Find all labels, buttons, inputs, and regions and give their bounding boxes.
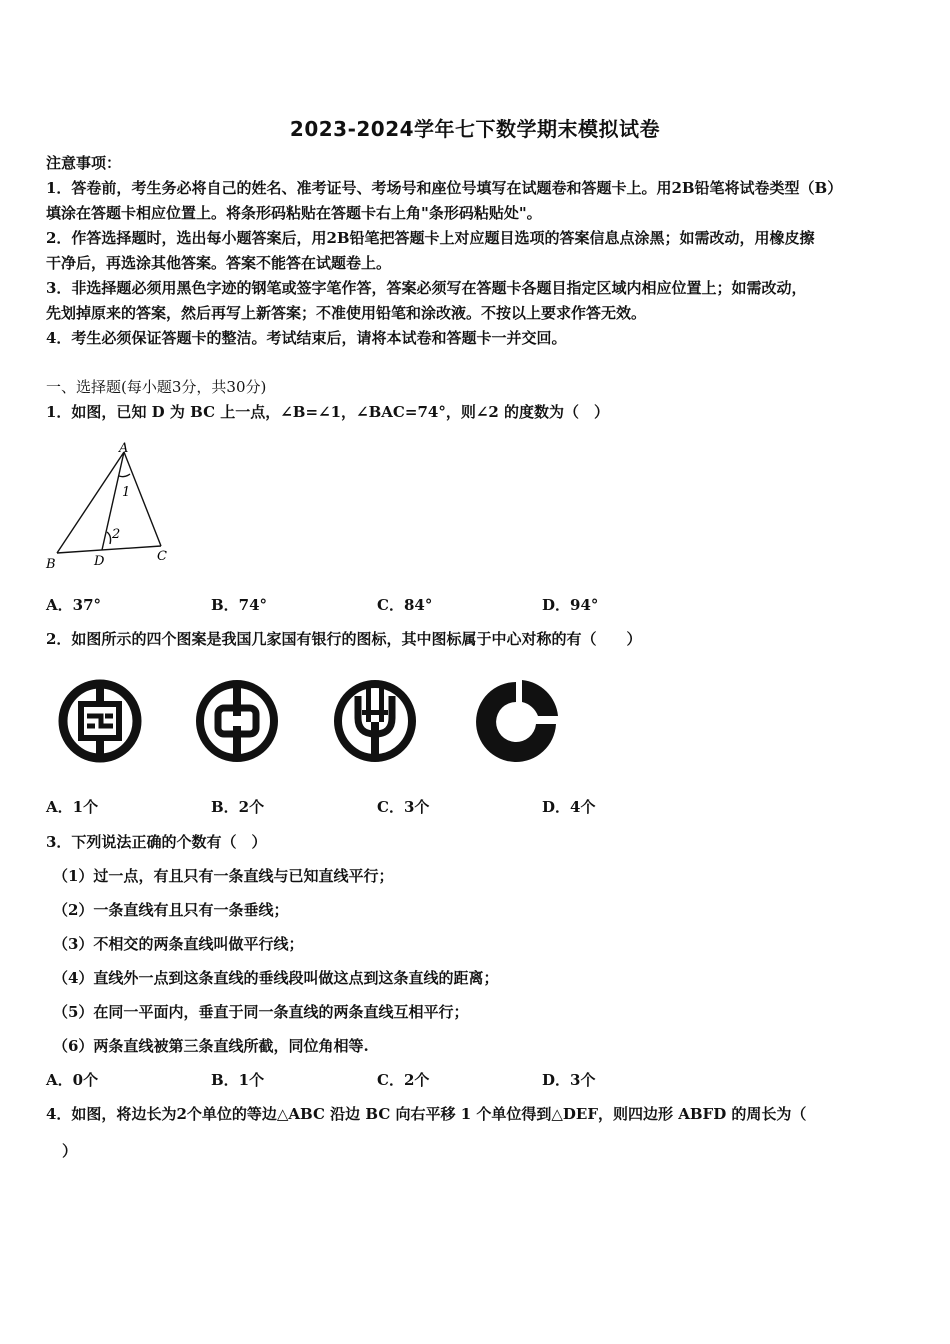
q1-triangle-figure: [40, 440, 180, 575]
q2-option-b[interactable]: B．2个: [211, 798, 265, 816]
label-angle-2: 2: [112, 527, 121, 542]
q3-statement: （3）不相交的两条直线叫做平行线；: [53, 935, 304, 953]
question-4-stem-cont: ）: [62, 1142, 78, 1160]
label-c: C: [157, 549, 167, 564]
label-d: D: [94, 554, 105, 569]
q2-option-d[interactable]: D．4个: [542, 798, 596, 816]
q1-option-a[interactable]: A．37°: [46, 596, 102, 614]
label-angle-1: 1: [122, 485, 131, 500]
q3-option-a[interactable]: A．0个: [46, 1071, 99, 1089]
question-4-stem: 4．如图，将边长为2个单位的等边△ABC 沿边 BC 向右平移 1 个单位得到△DEF，则四边形 ABFD 的周长为（: [46, 1105, 807, 1123]
q3-statement: （1）过一点，有且只有一条直线与已知直线平行；: [53, 867, 394, 885]
notice-line: 3．非选择题必须用黑色字迹的钢笔或签字笔作答，答案必须写在答题卡各题目指定区域内相应位置上；如需改动，: [46, 279, 807, 297]
label-a: A: [119, 441, 129, 456]
page-title: 2023-2024学年七下数学期末模拟试卷: [289, 117, 661, 141]
angle-1-arc: [119, 474, 130, 477]
q1-option-c[interactable]: C．84°: [377, 596, 433, 614]
question-3-stem: 3．下列说法正确的个数有（ ）: [46, 833, 267, 851]
q3-statement: （5）在同一平面内，垂直于同一条直线的两条直线互相平行；: [53, 1003, 469, 1021]
icbc-logo-icon: [55, 676, 145, 766]
angle-2-arc: [107, 532, 111, 544]
boc-logo-icon: [192, 676, 282, 766]
question-2-stem: 2．如图所示的四个图案是我国几家国有银行的图标，其中图标属于中心对称的有（ ）: [46, 630, 642, 648]
q2-option-a[interactable]: A．1个: [46, 798, 99, 816]
q2-option-c[interactable]: C．3个: [377, 798, 430, 816]
ccb-logo-icon: [470, 676, 562, 770]
q3-statement: （2）一条直线有且只有一条垂线；: [53, 901, 289, 919]
section-heading: 一、选择题(每小题3分，共30分): [46, 378, 267, 396]
side-bc: [57, 546, 161, 553]
q3-option-d[interactable]: D．3个: [542, 1071, 596, 1089]
notice-line: 4．考生必须保证答题卡的整洁。考试结束后，请将本试卷和答题卡一并交回。: [46, 329, 567, 347]
notice-heading: 注意事项：: [46, 154, 122, 172]
q3-statement: （6）两条直线被第三条直线所截，同位角相等.: [53, 1037, 369, 1055]
notice-line: 填涂在答题卡相应位置上。将条形码粘贴在答题卡右上角"条形码粘贴处"。: [46, 204, 542, 222]
q1-option-d[interactable]: D．94°: [542, 596, 599, 614]
question-1-stem: 1．如图，已知 D 为 BC 上一点，∠B=∠1，∠BAC=74°，则∠2 的度数为（ ）: [46, 403, 610, 421]
notice-line: 2．作答选择题时，选出每小题答案后，用2B铅笔把答题卡上对应题目选项的答案信息点涂黑；如需改动，用橡皮擦: [46, 229, 815, 247]
label-b: B: [46, 557, 56, 572]
notice-line: 1．答卷前，考生务必将自己的姓名、准考证号、考场号和座位号填写在试题卷和答题卡上。用2B铅笔将试卷类型（B）: [46, 179, 843, 197]
notice-line: 先划掉原来的答案，然后再写上新答案；不准使用铅笔和涂改液。不按以上要求作答无效。: [46, 304, 647, 322]
notice-line: 干净后，再选涂其他答案。答案不能答在试题卷上。: [46, 254, 392, 272]
q3-option-b[interactable]: B．1个: [211, 1071, 265, 1089]
q3-option-c[interactable]: C．2个: [377, 1071, 430, 1089]
q1-option-b[interactable]: B．74°: [211, 596, 268, 614]
q3-statement: （4）直线外一点到这条直线的垂线段叫做这点到这条直线的距离；: [53, 969, 499, 987]
abc-logo-icon: [330, 676, 420, 766]
